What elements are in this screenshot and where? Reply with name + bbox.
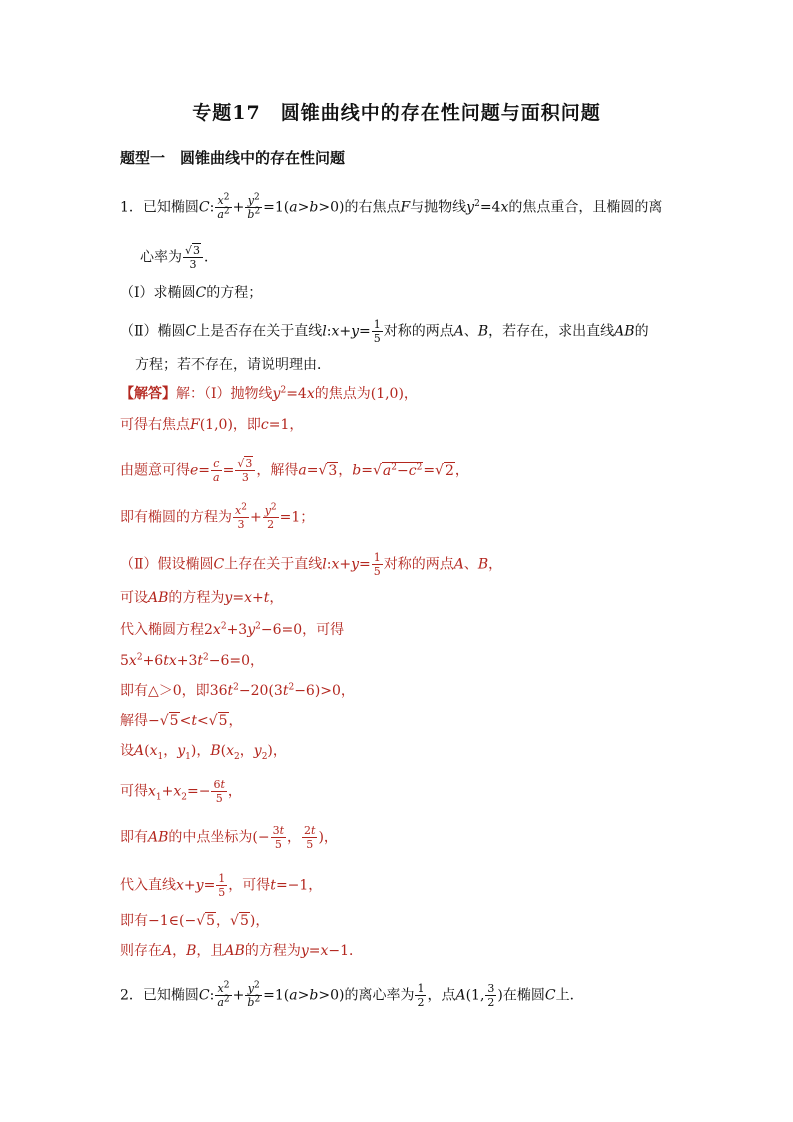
problem1-cond-tail: 的右焦点 (344, 199, 401, 216)
solution-line10: 解得−√5<t<√5， (120, 713, 243, 729)
problem1-parabola-text: 与抛物线 (410, 199, 467, 216)
solution-line7: 代入椭圆方程$2x^2+3y^2-6=0$，可得 (120, 621, 345, 638)
solution-s3: 由题意可得 (120, 462, 190, 479)
solution-s6b: 的方程为 (168, 590, 225, 606)
solution-line2: 可得右焦点F(1,0)，即c=1， (120, 417, 304, 433)
solution-s7: 代入椭圆方程 (120, 622, 204, 638)
solution-s1: 解：（Ⅰ）抛物线 (176, 386, 273, 402)
part2-d: ，若存在，求出直线 (488, 323, 615, 340)
solution-s2b: ，即 (232, 417, 261, 433)
solution-line14: 代入直线x+y= $\frac{1}{5}$ ，可得t=−1， (120, 872, 323, 899)
solution-s13: 即有 (120, 829, 148, 846)
solution-s14: 代入直线 (120, 877, 176, 894)
solution-s3b: ，解得 (256, 462, 299, 479)
solution-line3: 由题意可得e= $\frac{c}{a}$ = $\frac{√3}{3}$ ，解得a=√3，$b=√a^2-c^2=√2$， (120, 457, 469, 484)
problem1-part1: （Ⅰ）求椭圆C的方程； (120, 285, 263, 301)
solution-line12: 可得$x_1+x_2=-$ $\frac{6t}{5}$ ， (120, 778, 242, 805)
solution-s1b: 的焦点为 (314, 386, 371, 402)
solution-s15: 即有 (120, 913, 148, 929)
part2-c: 对称的两点 (383, 323, 454, 340)
solution-s2: 可得右焦点 (120, 417, 190, 433)
solution-tag: 【解答】 (120, 386, 176, 402)
part2-a: （Ⅱ）椭圆 (120, 323, 186, 340)
problem1-part2-line2: 方程；若不存在，请说明理由． (135, 357, 331, 373)
solution-line9: 即有△＞0，即$36t^2-20(3t^2-6)>0$， (120, 682, 355, 699)
solution-s12: 可得 (120, 783, 148, 800)
solution-line16: 则存在A，B，且AB的方程为y=x−1． (120, 943, 364, 959)
solution-s5c: 对称的两点 (383, 556, 454, 573)
problem2-text-a: 的离心率为 (344, 987, 415, 1004)
solution-line15: 即有−1∈(−√5，√5)， (120, 913, 270, 929)
solution-s9: 即有△＞0，即 (120, 683, 210, 699)
problem1-intro: 已知椭圆 (142, 199, 199, 216)
solution-line4: 即有椭圆的方程为 $\frac{x^2}{3}$ + $\frac{y^2}{2}$ =1； (120, 502, 315, 531)
solution-s16: 则存在 (120, 943, 162, 959)
solution-s4: 即有椭圆的方程为 (120, 509, 232, 526)
solution-s13b: 的中点坐标为 (168, 829, 253, 846)
solution-line8: $5x^2+6tx+3t^2-6=0$， (120, 652, 265, 669)
problem2-text-b: ，点 (427, 987, 456, 1004)
solution-line6: 可设AB的方程为y=x+t， (120, 590, 284, 606)
problem1-focus-tail: 的焦点重合，且椭圆的离 (508, 199, 663, 216)
problem1-part2: （Ⅱ）椭圆C上是否存在关于直线l:x+y= $\frac{1}{5}$ 对称的两点A、B，若存在，求出直线AB的 (120, 318, 649, 345)
eccentricity-prefix: 心率为 (140, 249, 182, 266)
part1-label: （Ⅰ）求椭圆 (120, 285, 196, 301)
solution-s14b: ，可得 (228, 877, 271, 894)
solution-line5: （Ⅱ）假设椭圆C上存在关于直线l:x+y= $\frac{1}{5}$ 对称的两点A、B， (120, 551, 503, 578)
problem2-line1: 2．已知椭圆C: $\frac{x^2}{a^2}$ + $\frac{y^2}{b^2}$ =1(a>b>0)的离心率为 $\frac{1}{2}$ ，点A(1, $\frac{3}{2}$ )在椭圆C上． (120, 980, 584, 1009)
solution-line13: 即有AB的中点坐标为(− $\frac{3t}{5}$ ， $\frac{2t}{5}$ )， (120, 824, 338, 851)
part2-e: 的 (634, 323, 649, 340)
problem1-line1: 1．已知椭圆C: $\frac{x^2}{a^2}$ + $\frac{y^2}{b^2}$ =1(a>b>0)的右焦点F与抛物线$y^2=4x$的焦点重合，且椭圆的离 (120, 192, 663, 221)
solution-s5b: 上存在关于直线 (224, 556, 323, 573)
solution-line11: 设$A(x_1$，$y_1$)，$B(x_2$，$y_2$)， (120, 743, 287, 762)
solution-s11: 设 (120, 743, 134, 759)
part1-tail: 的方程； (206, 285, 263, 301)
page-title: 专题17 圆锥曲线中的存在性问题与面积问题 (192, 102, 601, 124)
solution-s16c: 的方程为 (244, 943, 301, 959)
problem2-text-d: 上． (555, 987, 584, 1004)
solution-s16b: ，且 (196, 943, 225, 959)
problem2-number: 2． (120, 987, 143, 1004)
solution-s5: （Ⅱ）假设椭圆 (120, 556, 214, 573)
problem1-number: 1． (120, 199, 143, 216)
solution-s6: 可设 (120, 590, 148, 606)
part2-b: 上是否存在关于直线 (196, 323, 323, 340)
problem1-line2: 心率为 $\frac{√3}{3}$ ． (140, 244, 219, 271)
problem2-intro: 已知椭圆 (142, 987, 199, 1004)
solution-line1: 【解答】解：（Ⅰ）抛物线$y^2=4x$的焦点为(1,0)， (120, 385, 418, 402)
problem2-text-c: 在椭圆 (502, 987, 545, 1004)
solution-s10: 解得 (120, 713, 148, 729)
solution-s7b: ，可得 (302, 622, 345, 638)
section-heading: 题型一 圆锥曲线中的存在性问题 (120, 149, 346, 167)
